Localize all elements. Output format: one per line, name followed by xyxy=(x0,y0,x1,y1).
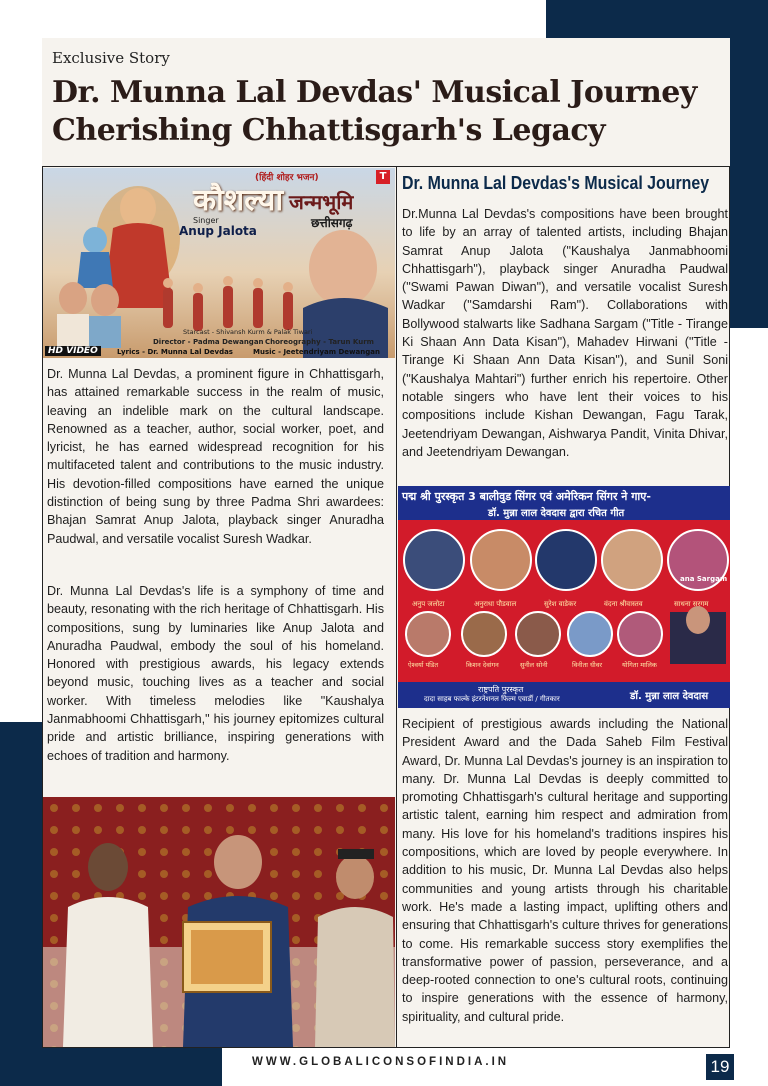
singer-name-9: विनीता धीवर xyxy=(572,661,602,669)
article-title xyxy=(52,74,720,150)
left-paragraph-1: Dr. Munna Lal Devdas, a prominent figure in Chhattisgarh, has attained remarkable success in the realm of music, leaving an indelible mark on the cultural landscape. Renowned as a teacher, author, social worker, poet, and lyricist, he has earned widespread recognition for his multifaceted talent and contributions to the music industry. His devotion-filled compositions have earned the unique distinction of being sung by three Padma Shri awardees: Bhajan Samrat Anup Jalota, playback singer Anuradha Paudwal, and versatile vocalist Suresh Wadkar. xyxy=(47,367,384,546)
banner-footer-award: राष्ट्रपति पुरस्कृत xyxy=(478,685,524,694)
title-line-2: Cherishing Chhattisgarh's Legacy xyxy=(52,113,606,148)
poster-director: Director - Padma Dewangan xyxy=(153,338,264,346)
singer-name-2: अनुराधा पौडवाल xyxy=(474,600,517,608)
photo-artwork xyxy=(43,797,395,1047)
hd-video-badge: HD VIDEO xyxy=(45,346,101,356)
poster-title-sub: जन्मभूमि xyxy=(289,190,354,214)
title-line-1: Dr. Munna Lal Devdas' Musical Journey xyxy=(52,75,697,110)
poster-genre: (हिंदी शोहर भजन) xyxy=(255,173,319,183)
singer-name-4: वंदना श्रीवास्तव xyxy=(604,600,643,608)
singer-portraits xyxy=(398,520,730,700)
singer-name-tag: ana Sargam xyxy=(680,575,728,583)
singer-name-1: अनुप जलोटा xyxy=(412,600,445,608)
banner-footer-name: डॉ. मुन्ना लाल देवदास xyxy=(630,691,709,702)
poster-starcast: Starcast - Shivansh Kurm & Palak Tiwari xyxy=(183,328,313,336)
banner-subline: डॉ. मुन्ना लाल देवदास द्वारा रचित गीत xyxy=(488,508,625,519)
poster-title-place: छत्तीसगढ़ xyxy=(311,216,353,230)
left-paragraph-2: Dr. Munna Lal Devdas's life is a symphony of time and beauty, resonating with the rich heritage of Chhattisgarh. His compositions, sung by luminaries like Anup Jalota and Anuradha Paudwal, embody the soul of his homeland. Honored with prestigious awards, his legacy extends beyond music, touching lives as a teacher and social worker. With timeless melodies like "Kaushalya Janmabhoomi Chhattisgarh," his journey epitomizes cultural pride and artistic brilliance, inspiring generations with echoes of tradition and harmony. xyxy=(47,584,384,763)
page-number: 19 xyxy=(706,1054,734,1080)
banner-footer-sub: दादा साहब फाल्के इंटरनेशनल फिल्म एवार्डी / गीतकार xyxy=(424,695,560,703)
section-heading-musical-journey: Dr. Munna Lal Devdas's Musical Journey xyxy=(402,172,710,193)
column-divider xyxy=(396,167,397,1048)
singer-name-8: सुनील सोनी xyxy=(520,661,548,669)
singer-name-7: किशन देवांगन xyxy=(466,661,499,669)
poster-singer-label: Singer xyxy=(193,216,219,225)
banner-headline: पद्म श्री पुरस्कृत 3 बालीवुड सिंगर एवं अमेरिकन सिंगर ने गाए- xyxy=(402,490,651,503)
singer-name-5: साधना सरगम xyxy=(674,600,709,608)
singers-banner-image xyxy=(398,486,730,708)
poster-music: Music - Jeetendriyam Dewangan xyxy=(253,348,380,356)
singer-name-10: योगिता मालिक xyxy=(622,661,657,669)
kicker-label: Exclusive Story xyxy=(52,49,170,67)
poster-lyrics: Lyrics - Dr. Munna Lal Devdas xyxy=(117,348,233,356)
article-header xyxy=(42,38,730,167)
right-paragraph-2: Recipient of prestigious awards including the National President Award and the Dada Saheb Film Festival Award, Dr. Munna Lal Devdas's journey is an inspiration to many. Dr. Munna Lal Devdas is deeply committed to promoting Chhattisgarh's cultural heritage and supporting artistic talent, earning him respect and admiration from many. His love for his homeland's traditions inspires his compositions, which are loved by people everywhere. In addition to his music, Dr. Munna Lal Devdas also helps communities and young artists through his charitable work. He's made a lasting impact, uplifting others and ensuring that Chhattisgarh's culture thrives for generations to come. His remarkable success story exemplifies the transformative power of passion, perseverance, and a deep-rooted connection to one's cultural roots, continuing to inspire generations with the essence of harmony, spirituality, and cultural pride. xyxy=(402,717,728,1024)
brand-logo-icon: T xyxy=(376,170,390,184)
singer-name-3: सुरेश वाडेकर xyxy=(544,600,577,608)
singer-name-6: ऐश्वर्या पंडित xyxy=(408,661,439,669)
website-url[interactable]: WWW.GLOBALICONSOFINDIA.IN xyxy=(252,1056,510,1068)
photo-album-launch xyxy=(43,797,395,1047)
poster-choreography: Choreography - Tarun Kurm xyxy=(265,338,374,346)
album-poster-image xyxy=(43,168,395,358)
poster-singer-name: Anup Jalota xyxy=(179,224,257,238)
poster-title-main: कौशल्या xyxy=(193,183,284,218)
right-paragraph-1: Dr.Munna Lal Devdas's compositions have been brought to life by an array of talented artists, including Bhajan Samrat Anup Jalota ("Kaushalya Janmabhoomi Chhattisgarh"), playback singer Anuradha Paudwal ("Swami Pawan Diwan"), and versatile vocalist Suresh Wadkar ("Samdarshi Ram"). Collaborations with Bollywood stalwarts like Sadhana Sargam ("Title - Tirange Ki Shaan Ann Data Kisan"), Mahadev Hirwani ("Title - Tirange Ki Shaan Ann Data Kisan"), and Sunil Soni ("Kaushalya Mahtari") further enrich his repertoire. Other notable singers who have lent their voices to his compositions include Kishan Dewangan, Fagu Tarak, Jeetendriyam Dewangan, Aishwarya Pandit, Vinita Dhivar, and Jeetendriyam Dewangan. xyxy=(402,207,728,459)
